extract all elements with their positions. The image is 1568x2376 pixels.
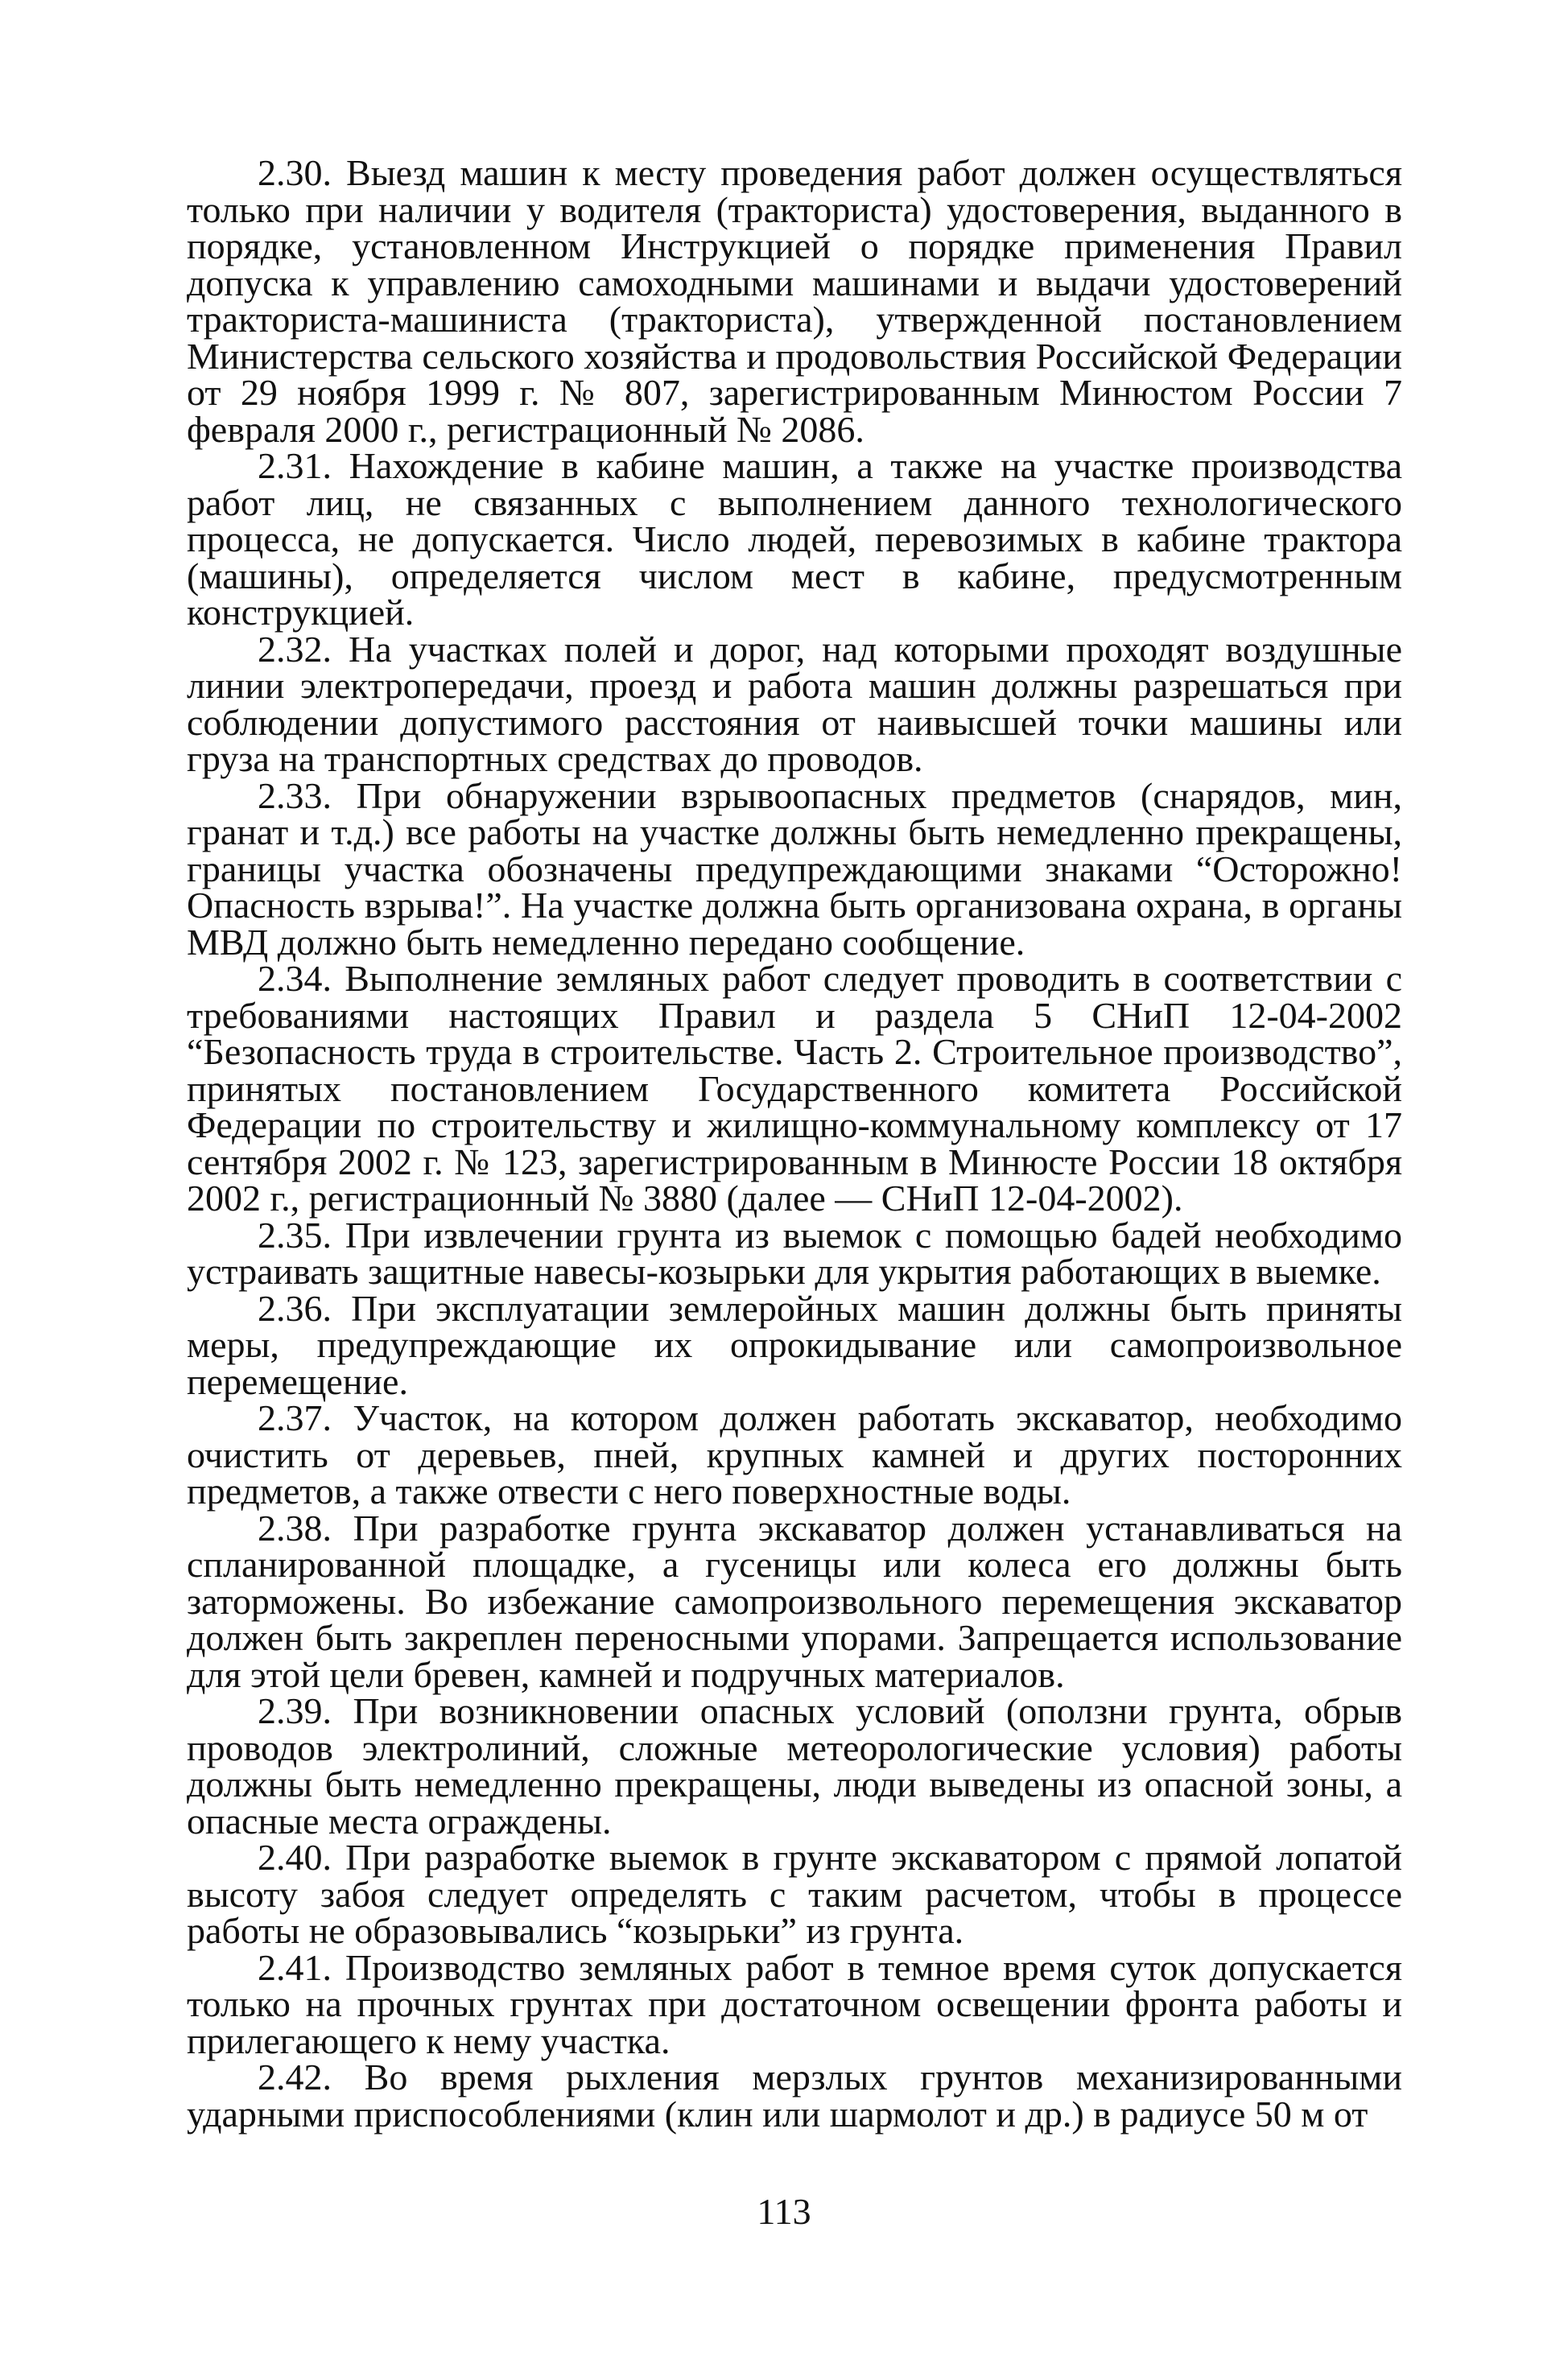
paragraph-2-38: 2.38. При разработке грунта экскаватор должен устанавливаться на спланированной площадке, а гусеницы или колеса его должны быть заторможены. Во избежание самопроизвольного перемещения экскаватор должен быть закреплен переносными упорами. Запрещается использование для этой цели бревен, камней и подручных материалов. [187,1507,1402,1695]
paragraph-2-30: 2.30. Выезд машин к месту проведения работ должен осуществляться только при наличии у водителя (тракториста) удостоверения, выданного в порядке, установленном Инструкцией о порядке применения Правил допуска к управлению самоходными машинами и выдачи удостоверений тракториста-машиниста (тракториста), утвержденной постановлением Министерства сельского хозяйства и продовольствия Российской Федерации от 29 ноября 1999 г. № 807, зарегистрированным Минюстом России 7 февраля 2000 г., регистрационный № 2086. [187,152,1402,450]
paragraph-2-31: 2.31. Нахождение в кабине машин, а также на участке производства работ лиц, не связанных с выполнением данного технологического процесса, не допускается. Число людей, перевозимых в кабине трактора (машины), определяется числом мест в кабине, предусмотренным конструкцией. [187,445,1402,633]
paragraph-2-39: 2.39. При возникновении опасных условий (оползни грунта, обрыв проводов электролиний, сложные метеорологические условия) работы должны быть немедленно прекращены, люди выведены из опасной зоны, а опасные места ограждены. [187,1690,1402,1842]
paragraph-2-40: 2.40. При разработке выемок в грунте экскаватором с прямой лопатой высоту забоя следует определять с таким расчетом, чтобы в процессе работы не образовывались “козырьки” из грунта. [187,1837,1402,1951]
page-number: 113 [757,2191,811,2232]
paragraph-2-32: 2.32. На участках полей и дорог, над которыми проходят воздушные линии электропередачи, проезд и работа машин должны разрешаться при соблюдении допустимого расстояния от наивысшей точки машины или груза на транспортных средствах до проводов. [187,628,1402,779]
paragraph-2-41: 2.41. Производство земляных работ в темное время суток допускается только на прочных грунтах при достаточном освещении фронта работы и прилегающего к нему участка. [187,1946,1402,2061]
paragraph-2-35: 2.35. При извлечении грунта из выемок с помощью бадей необходимо устраивать защитные навесы-козырьки для укрытия работающих в выемке. [187,1214,1402,1292]
paragraph-2-33: 2.33. При обнаружении взрывоопасных предметов (снарядов, мин, гранат и т.д.) все работы на участке должны быть немедленно прекращены, границы участка обозначены предупреждающими знаками “Осторожно! Опасность взрыва!”. На участке должна быть организована охрана, в органы МВД должно быть немедленно передано сообщение. [187,774,1402,963]
paragraph-2-42: 2.42. Во время рыхления мерзлых грунтов механизированными ударными приспособлениями (клин или шармолот и др.) в радиусе 50 м от [187,2056,1402,2135]
paragraph-2-37: 2.37. Участок, на котором должен работать экскаватор, необходимо очистить от деревьев, пней, крупных камней и других посторонних предметов, а также отвести с него поверхностные воды. [187,1397,1402,1512]
document-page [187,152,1402,2135]
paragraph-2-36: 2.36. При эксплуатации землеройных машин должны быть приняты меры, предупреждающие их опрокидывание или самопроизвольное перемещение. [187,1287,1402,1402]
paragraph-2-34: 2.34. Выполнение земляных работ следует проводить в соответствии с требованиями настоящих Правил и раздела 5 СНиП 12-04-2002 “Безопасность труда в строительстве. Часть 2. Строительное производство”, принятых постановлением Государственного комитета Российской Федерации по строительству и жилищно-коммунальному комплексу от 17 сентября 2002 г. № 123, зарегистрированным в Минюсте России 18 октября 2002 г., регистрационный № 3880 (далее — СНиП 12-04-2002). [187,958,1402,1219]
